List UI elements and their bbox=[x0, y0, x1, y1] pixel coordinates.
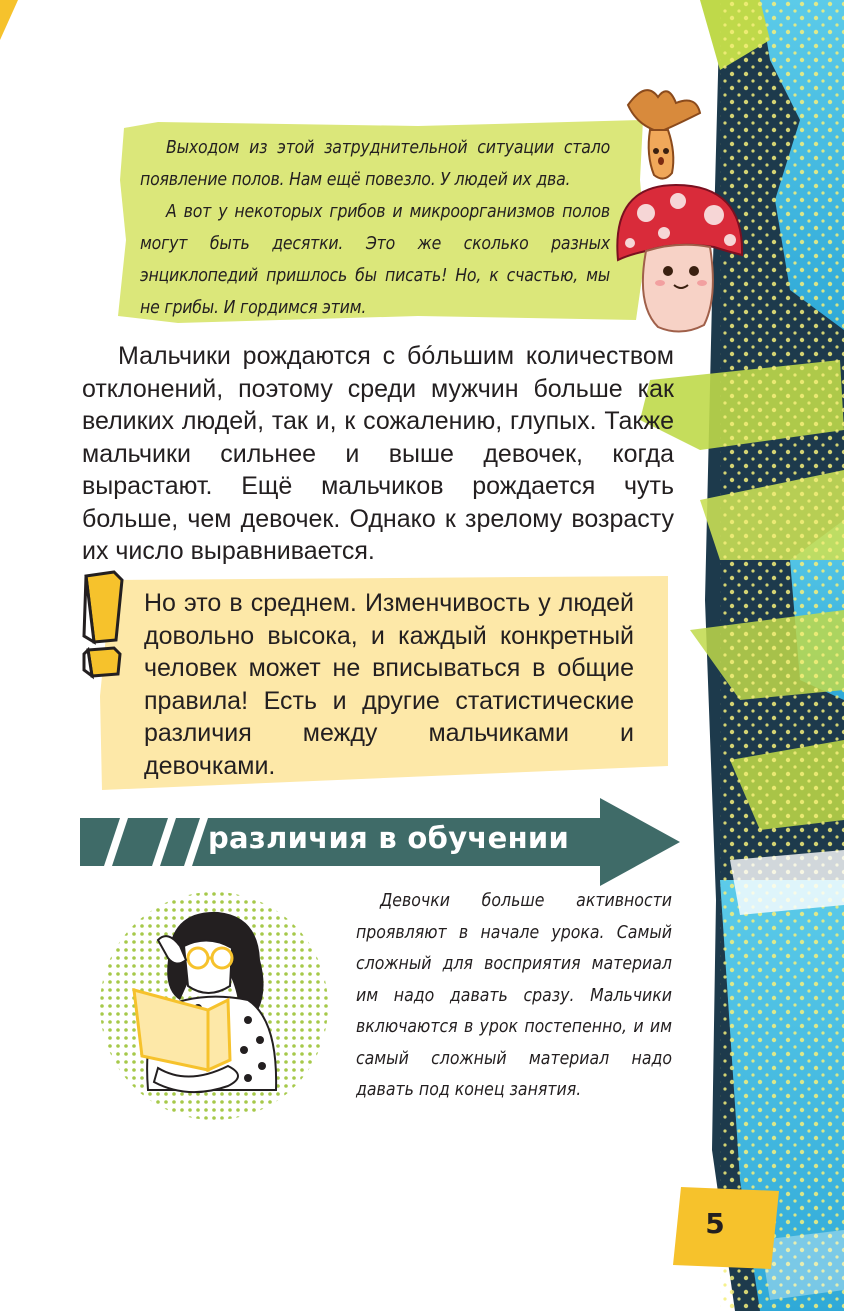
learning-paragraph: Девочки больше активности проявляют в начале урока. Самый сложный для восприятия материал им надо давать сразу. Мальчики включаются в урок постепенно, и им самый сложный материал надо давать под конец занятия. bbox=[356, 891, 672, 1100]
girl-reading-illustration bbox=[98, 890, 330, 1122]
section-title: различия в обучении bbox=[208, 821, 570, 855]
main-paragraph: Мальчики рождаются с бóльшим количеством отклонений, поэтому среди мужчин больше как великих людей, так и, к сожалению, глупых. Также мальчики сильнее и выше девочек, когда вырастают. Ещё мальчиков рождается чуть больше, чем девочек. Однако к зрелому возрасту их число выравнивается. bbox=[82, 342, 674, 565]
main-text bbox=[82, 340, 674, 568]
callout-text bbox=[140, 132, 610, 324]
callout-paragraph-2: А вот у некоторых грибов и микроорганизмов полов могут быть десятки. Это же сколько разных энциклопедий пришлось бы писать! Но, к счастью, мы не грибы. И гордимся этим. bbox=[140, 202, 610, 318]
note-text: Но это в среднем. Изменчивость у людей довольно высока, и каждый конкретный человек может не вписываться в общие правила! Есть и другие статистические различия между мальчиками и девочками. bbox=[144, 589, 634, 780]
learning-text bbox=[356, 886, 672, 1107]
mushroom-characters-illustration bbox=[606, 75, 746, 345]
page-number: 5 bbox=[705, 1207, 725, 1240]
callout-paragraph-1: Выходом из этой затруднительной ситуации стало появление полов. Нам ещё повезло. У людей их два. bbox=[140, 138, 610, 190]
exclamation-icon bbox=[78, 570, 128, 682]
